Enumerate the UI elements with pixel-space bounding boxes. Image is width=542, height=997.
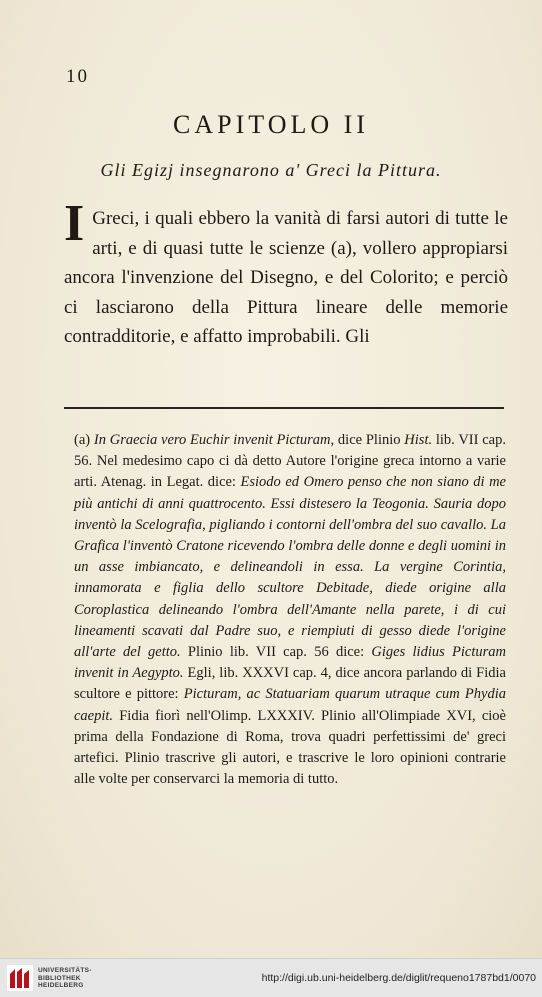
footnote — [74, 430, 506, 790]
body-paragraph — [64, 195, 508, 352]
footnote-text: Plinio lib. VII cap. 56 dice: — [180, 644, 372, 661]
drop-cap: I — [64, 195, 85, 252]
page-number: 10 — [66, 66, 89, 87]
footnote-italic: Picturam, ac Statuariam quarum utraque cum Phydia caepit. — [74, 686, 506, 724]
footnote-text: Fidia fiorì nell'Olimp. LXXXIV. Plinio all'Olimpiade XVI, cioè prima della Fondazione di Roma, trova quadri perfettissimi de' greci artefici. Plinio trascrive gli autori, e trascrive le loro opinioni contrarie alle volte per conservarci la memoria di tutto. — [74, 707, 506, 788]
logo-line: HEIDELBERG — [38, 982, 84, 989]
university-logo-icon[interactable] — [6, 964, 34, 992]
footnote-text: (a) — [74, 432, 94, 448]
footnote-text: lib. VII cap. 56. Nel medesimo capo ci dà detto Autore l'origine greca intorno a varie arti. Atenag. in Legat. dice: — [74, 432, 506, 491]
footnote-text: , dice Plinio — [330, 432, 405, 448]
viewer-footer — [0, 958, 542, 997]
university-logo-text — [38, 967, 92, 990]
footnote-italic: In Graecia vero Euchir invenit Picturam — [93, 432, 331, 448]
permalink-url[interactable]: http://digi.ub.uni-heidelberg.de/diglit/requeno1787bd1/0070 — [261, 972, 536, 984]
chapter-title: CAPITOLO II — [173, 110, 369, 139]
body-text: Greci, i quali ebbero la vanità di farsi autori di tutte le arti, e di quasi tutte le scienze (a), vollero appropiarsi ancora l'invenzione del Disegno, e del Colorito; e perciò ci lasciarono della Pittura lineare delle memorie contradditorie, e affatto improbabili. Gli — [64, 208, 508, 347]
footnote-italic: Esiodo ed Omero penso che non siano di me più antichi di anni quattrocento. Essi distesero la Teogonia. Sauria dopo inventò la Scelografia, pigliando i contorni dell'ombra del suo cavallo. La Grafica l'inventò Cratone ricevendo l'ombra delle donne e degli uomini in un asse imbiancato, e delineandoli in essa. La vergine Corintia, innamorata e figlia dello scultore Debitade, diede origine alla Coroplastica delineando l'ombra dell'Amante nella parete, i di cui lineamenti scavati dal Padre suo, e riempiuti di gesso diede l'origine all'arte del getto. — [74, 474, 506, 661]
footnote-italic: Hist. — [404, 432, 433, 448]
footnote-separator — [64, 407, 504, 409]
logo-line: UNIVERSITÄTS- — [38, 967, 92, 974]
chapter-subtitle: Gli Egizj insegnarono a' Greci la Pittura. — [100, 160, 442, 180]
footnote-text: Egli, lib. XXXVI cap. 4, dice ancora parlando di Fidia scultore e pittore: — [74, 665, 506, 703]
footnote-italic: Giges lidius Picturam invenit in Aegypto. — [74, 644, 506, 682]
logo-line: BIBLIOTHEK — [38, 974, 81, 982]
